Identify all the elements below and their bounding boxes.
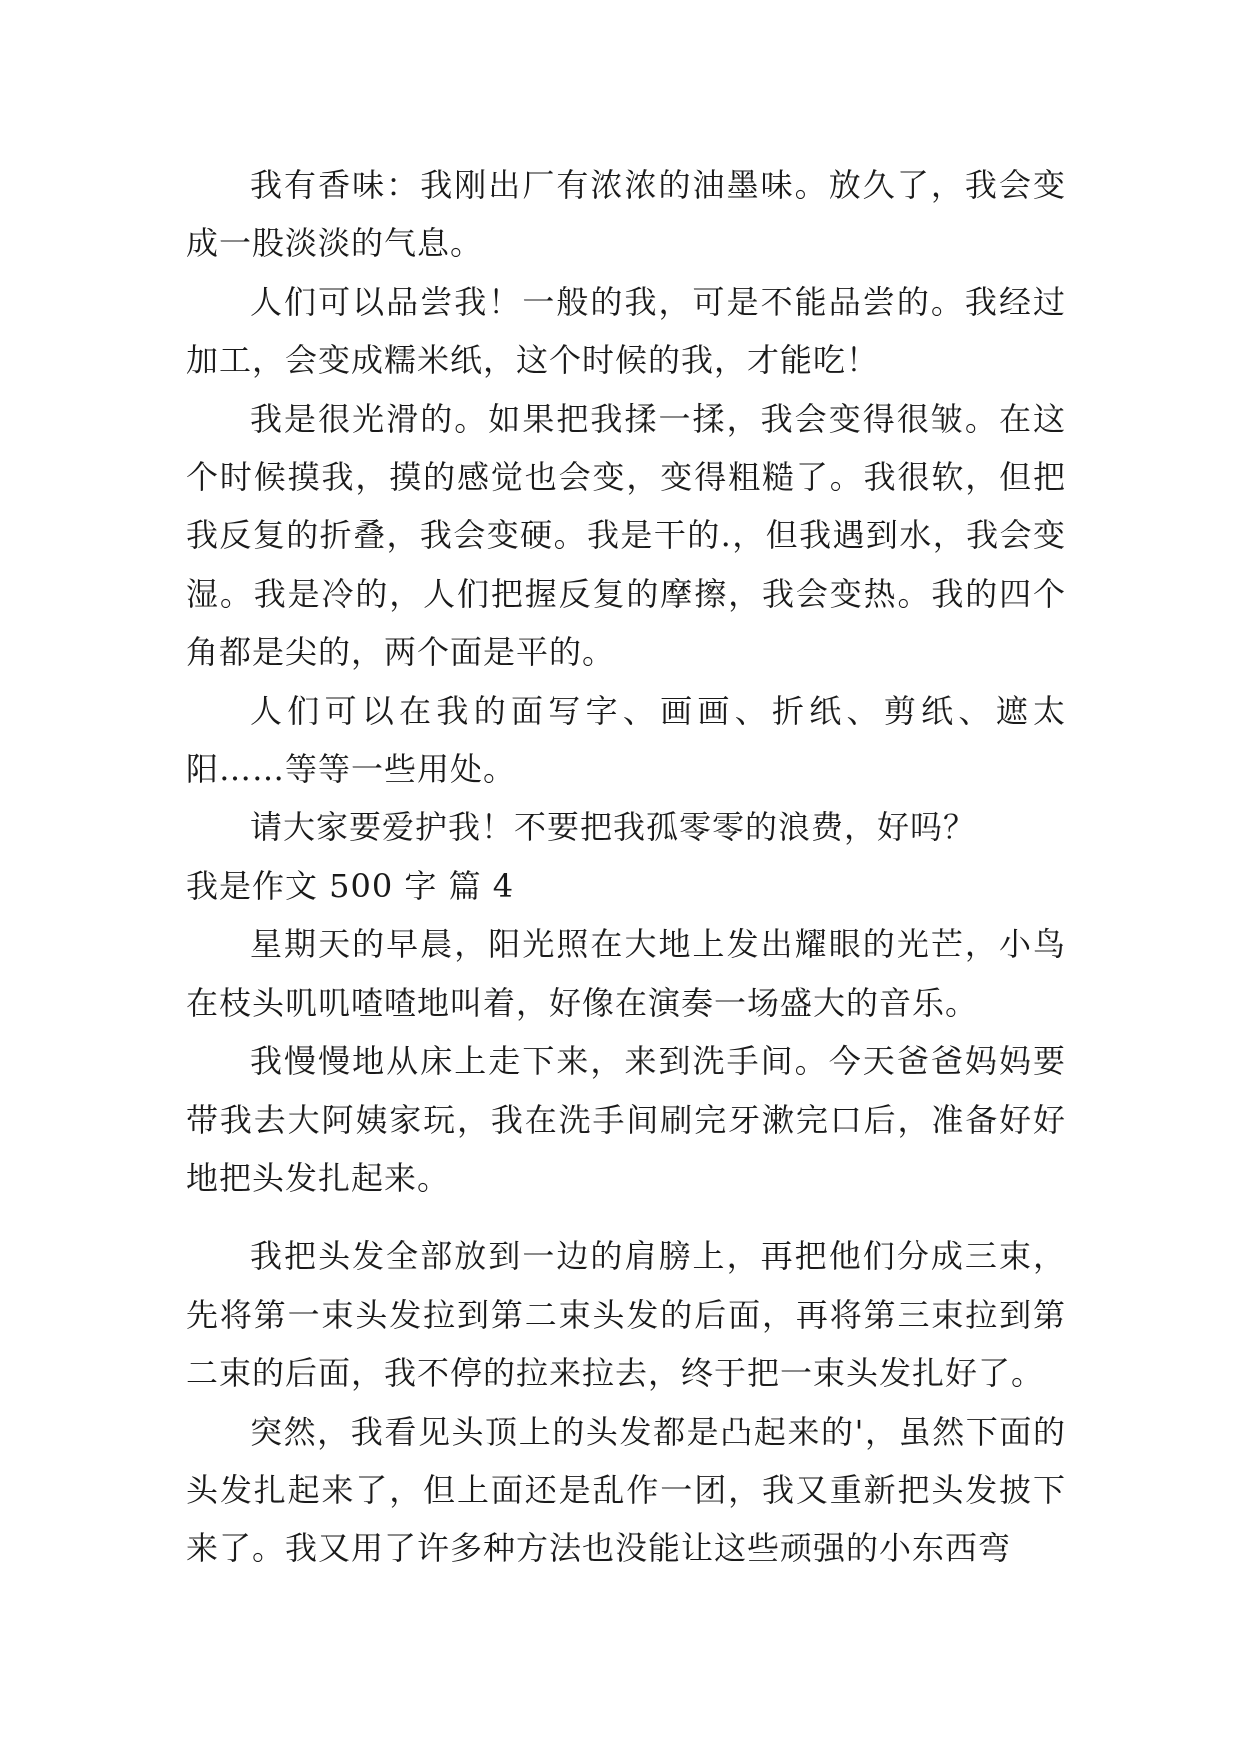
paragraph: 我有香味：我刚出厂有浓浓的油墨味。放久了，我会变成一股淡淡的气息。	[186, 166, 1066, 263]
paragraph: 人们可以品尝我！一般的我，可是不能品尝的。我经过加工，会变成糯米纸，这个时候的我，才能吃！	[186, 282, 1066, 380]
paragraph: 请大家要爱护我！不要把我孤零零的浪费，好吗？	[250, 808, 977, 847]
document-body	[186, 156, 1066, 1578]
paragraph: 突然，我看见头顶上的头发都是凸起来的'，虽然下面的头发扎起来了，但上面还是乱作一团，我又重新把头发披下来了。我又用了许多种方法也没能让这些顽强的小东西弯	[186, 1412, 1066, 1568]
paragraph: 我是很光滑的。如果把我揉一揉，我会变得很皱。在这个时候摸我，摸的感觉也会变，变得粗糙了。我很软，但把我反复的折叠，我会变硬。我是干的.，但我遇到水，我会变湿。我是冷的，人们把握反复的摩擦，我会变热。我的四个角都是尖的，两个面是平的。	[186, 399, 1066, 672]
paragraph: 人们可以在我的面写字、画画、折纸、剪纸、遮太阳……等等一些用处。	[186, 691, 1066, 789]
paragraph: 我慢慢地从床上走下来，来到洗手间。今天爸爸妈妈要带我去大阿姨家玩，我在洗手间刷完牙漱完口后，准备好好地把头发扎起来。	[186, 1042, 1066, 1197]
paragraph: 我把头发全部放到一边的肩膀上，再把他们分成三束，先将第一束头发拉到第二束头发的后面，再将第三束拉到第二束的后面，我不停的拉来拉去，终于把一束头发扎好了。	[186, 1237, 1066, 1393]
section-heading: 我是作文 500 字 篇 4	[186, 866, 515, 905]
paragraph: 星期天的早晨，阳光照在大地上发出耀眼的光芒，小鸟在枝头叽叽喳喳地叫着，好像在演奏一场盛大的音乐。	[186, 925, 1066, 1022]
